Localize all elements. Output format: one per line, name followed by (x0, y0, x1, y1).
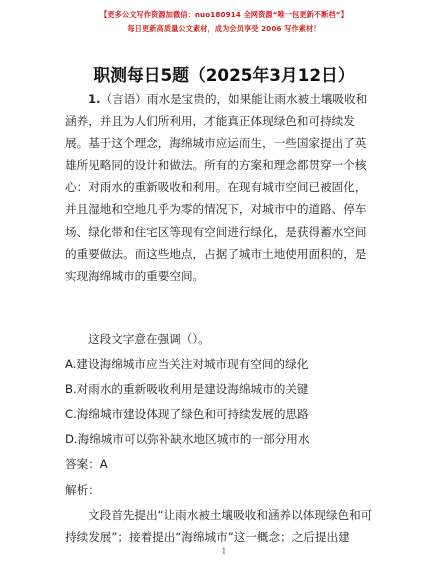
option-d: D.海绵城市可以弥补缺水地区城市的一部分用水 (65, 432, 310, 447)
answer-line (65, 453, 375, 475)
answer-label: 答案： (65, 457, 100, 472)
question-number: 1. (88, 92, 101, 106)
page-title: 职测每日5题（2025年3月12日） (93, 65, 355, 85)
option-b: B.对雨水的重新吸收利用是建设海绵城市的关键 (65, 382, 309, 397)
header-banner-update: 每日更新高质量公文素材，成为会员享受 2006 写作素材！ (127, 24, 321, 33)
question-prompt: 这段文字意在强调（）。 (88, 332, 210, 346)
option-c: C.海绵城市建设体现了绿色和可持续发展的思路 (65, 407, 309, 422)
analysis-label: 解析： (65, 482, 100, 497)
question-text: 雨水是宝贵的，如果能让雨水被土壤吸收和涵养，并且为人们所利用，才能真正体现绿色和可持续发展。基于这个理念，海绵城市应运而生，一些国家提出了英雄所见略同的设计和做法。所有的方案和理念都贯穿一个核心：对雨水的重新吸收和利用。在现有城市空间已被固化，并且湿地和空地几乎为零的情况下，对城市中的道路、停车场、绿化带和住宅区等现有空间进行绿化，是获得蓄水空间的重要做法。而这些地点，占据了城市土地使用面积的，是实现海绵城市的重要空间。 (65, 92, 368, 283)
option-a: A.建设海绵城市应当关注对城市现有空间的绿化 (65, 357, 309, 372)
question-source: （言语） (100, 92, 147, 106)
analysis-text: 文段首先提出“让雨水被土壤吸收和涵养以体现绿色和可持续发展”；接着提出“海绵城市”这一概念；之后提出建 (65, 507, 373, 544)
question-options (65, 328, 375, 548)
page-number: 1 (221, 547, 227, 557)
answer-value: A (99, 457, 108, 472)
question-passage (65, 88, 375, 287)
header-banner-contact: 【更多公文写作资源加微信：nuo180914 全网资源“唯一包更新不断档”】 (100, 10, 348, 19)
